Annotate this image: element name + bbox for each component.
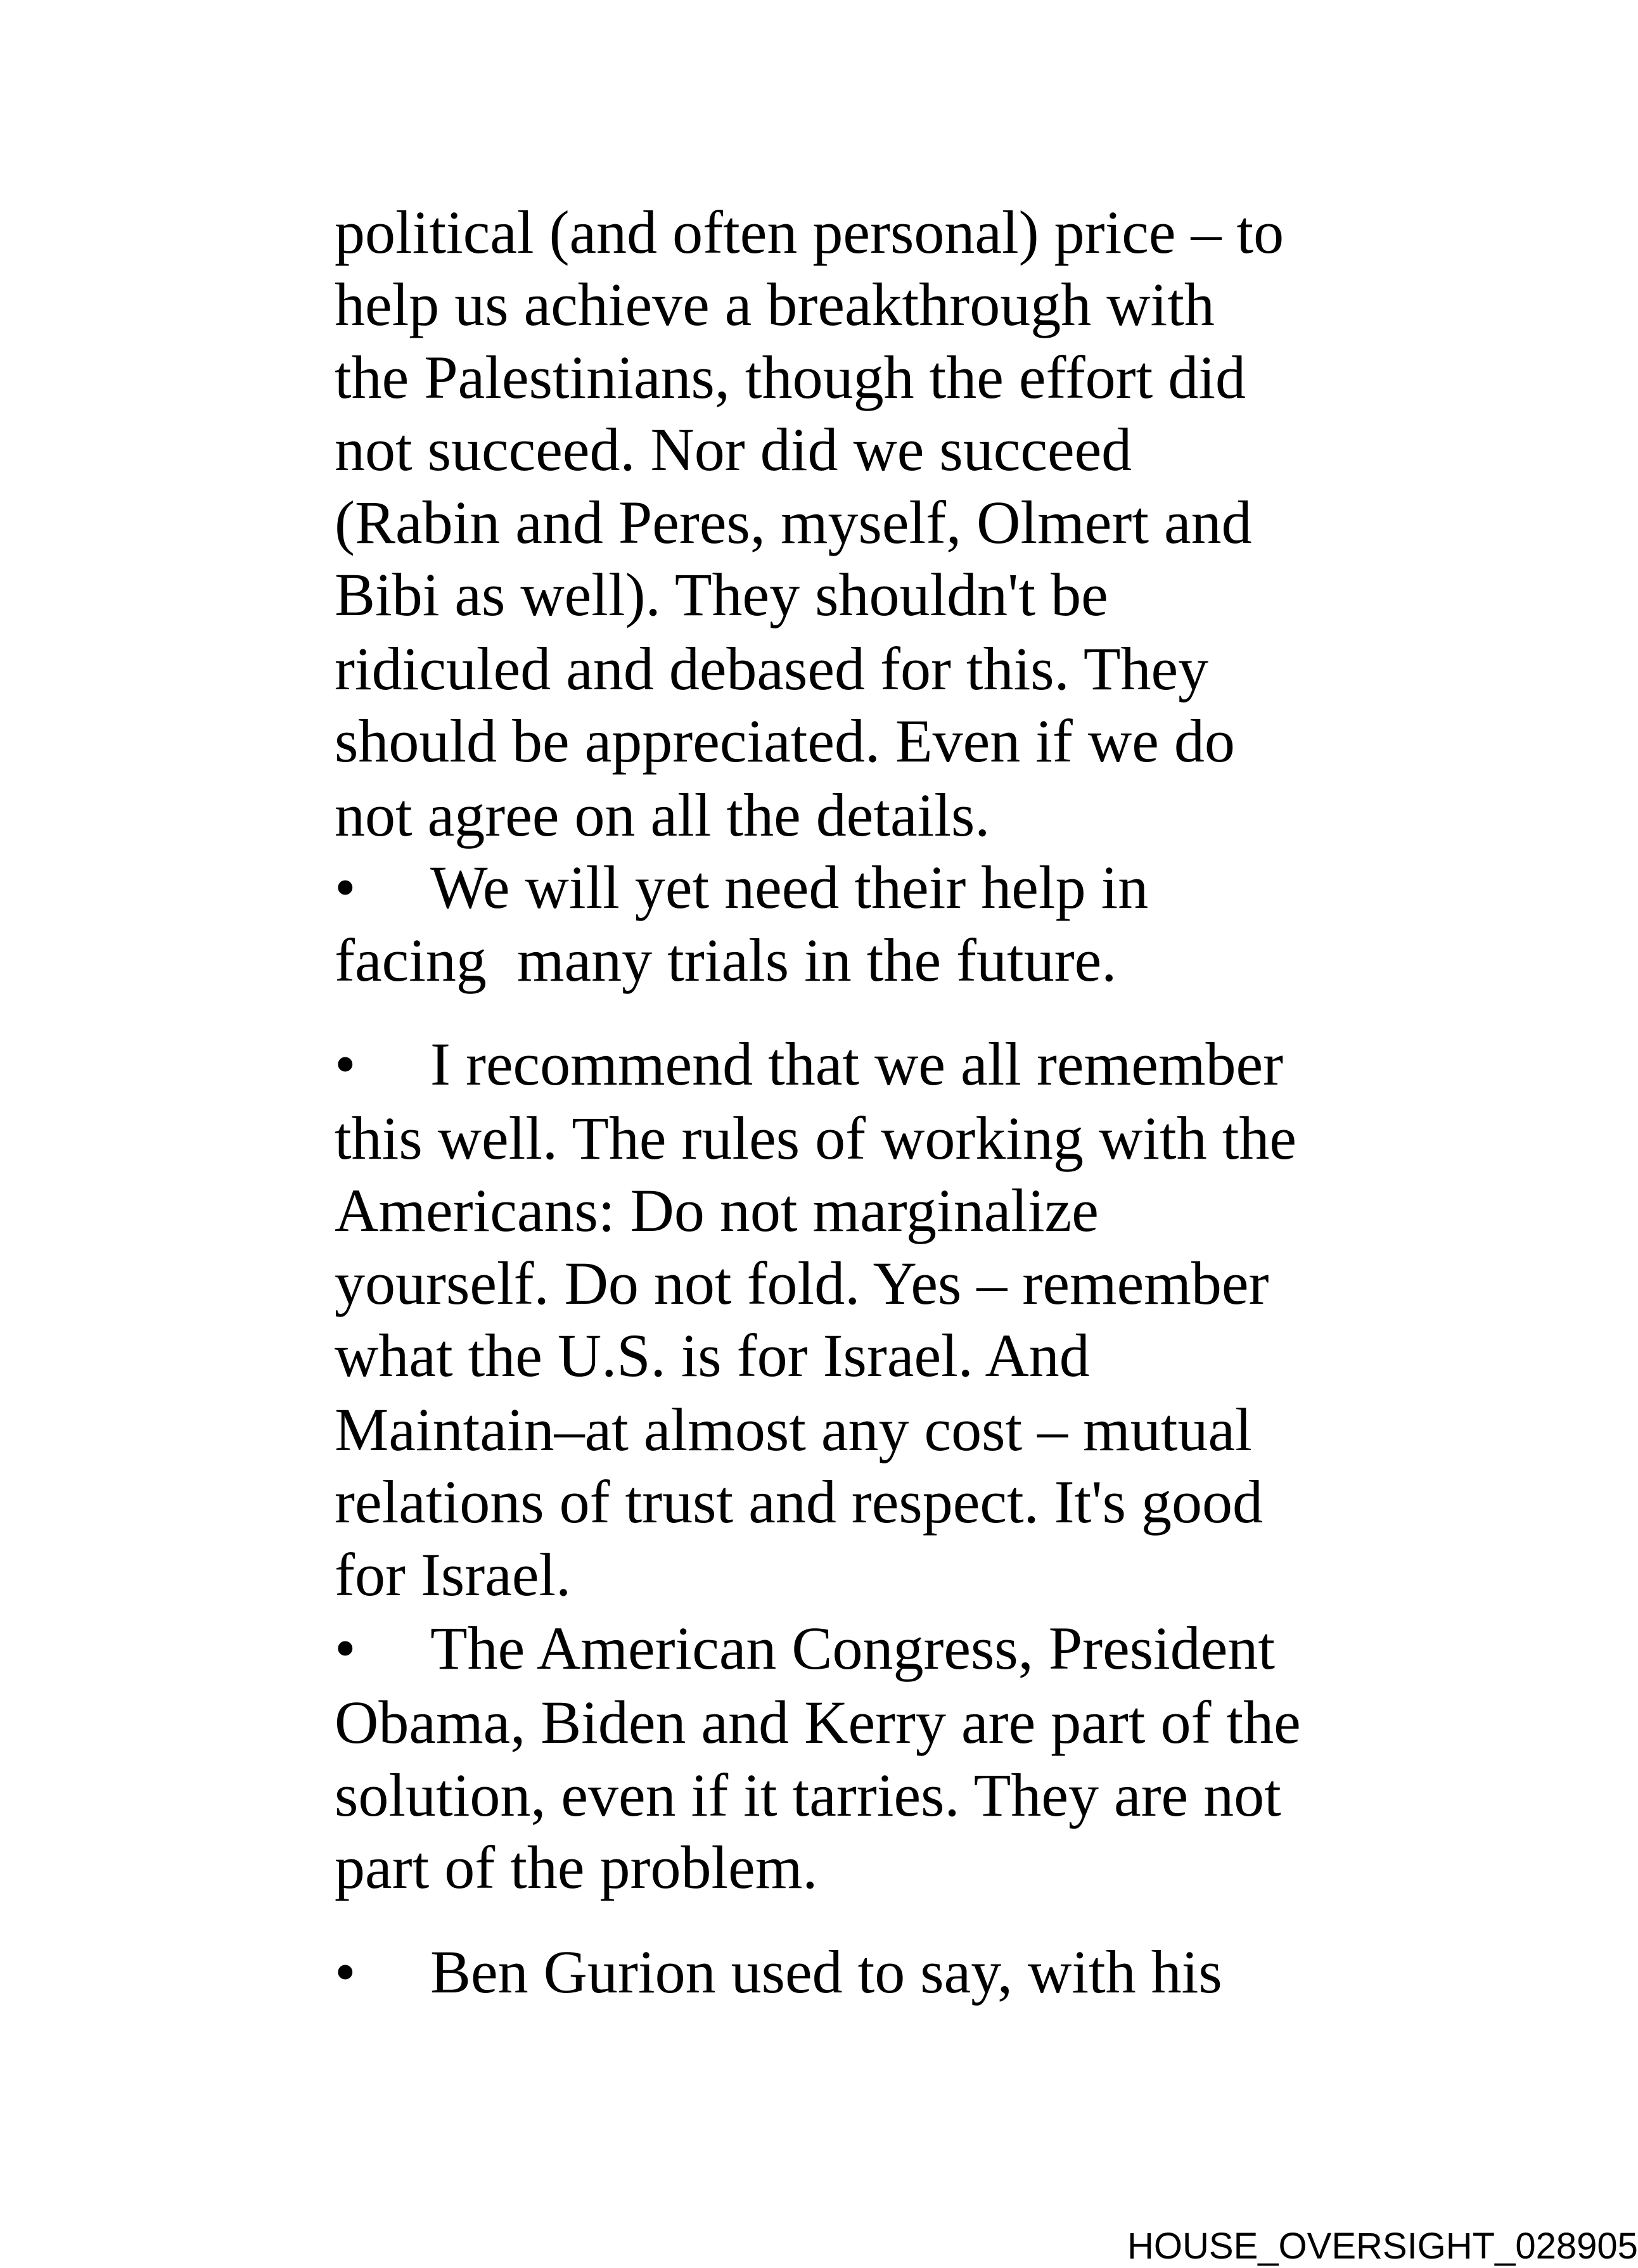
- text-line: Obama, Biden and Kerry are part of the: [335, 1688, 1301, 1756]
- text-line: (Rabin and Peres, myself, Olmert and: [335, 488, 1252, 556]
- bullet-icon: •: [335, 1614, 356, 1682]
- text-line: for Israel.: [335, 1541, 572, 1609]
- bullet-icon: •: [335, 1030, 356, 1098]
- text-line: yourself. Do not fold. Yes – remember: [335, 1249, 1269, 1317]
- text-line: relations of trust and respect. It's good: [335, 1468, 1263, 1536]
- text-line: what the U.S. is for Israel. And: [335, 1322, 1090, 1389]
- bullet-icon: •: [335, 853, 356, 921]
- bullet-icon: •: [335, 1938, 356, 2006]
- text-line: political (and often personal) price – to: [335, 198, 1284, 266]
- text-line: not succeed. Nor did we succeed: [335, 416, 1132, 483]
- text-line: the Palestinians, though the effort did: [335, 343, 1246, 411]
- text-line: this well. The rules of working with the: [335, 1104, 1296, 1172]
- line-text: We will yet need their help in: [430, 853, 1149, 921]
- text-line: part of the problem.: [335, 1833, 818, 1901]
- line-text: Ben Gurion used to say, with his: [430, 1938, 1222, 2006]
- text-line: ridiculed and debased for this. They: [335, 635, 1209, 703]
- text-line: facing many trials in the future.: [335, 926, 1117, 994]
- line-text: The American Congress, President: [430, 1614, 1276, 1682]
- text-line: help us achieve a breakthrough with: [335, 271, 1215, 338]
- text-line: Maintain–at almost any cost – mutual: [335, 1396, 1252, 1463]
- text-line: should be appreciated. Even if we do: [335, 707, 1235, 775]
- text-line: Bibi as well). They shouldn't be: [335, 561, 1108, 628]
- line-text: I recommend that we all remember: [430, 1030, 1284, 1098]
- text-line: Americans: Do not marginalize: [335, 1176, 1099, 1244]
- text-line: not agree on all the details.: [335, 781, 990, 849]
- bates-number: HOUSE_OVERSIGHT_028905: [1127, 2226, 1638, 2267]
- text-line: solution, even if it tarries. They are not: [335, 1761, 1281, 1829]
